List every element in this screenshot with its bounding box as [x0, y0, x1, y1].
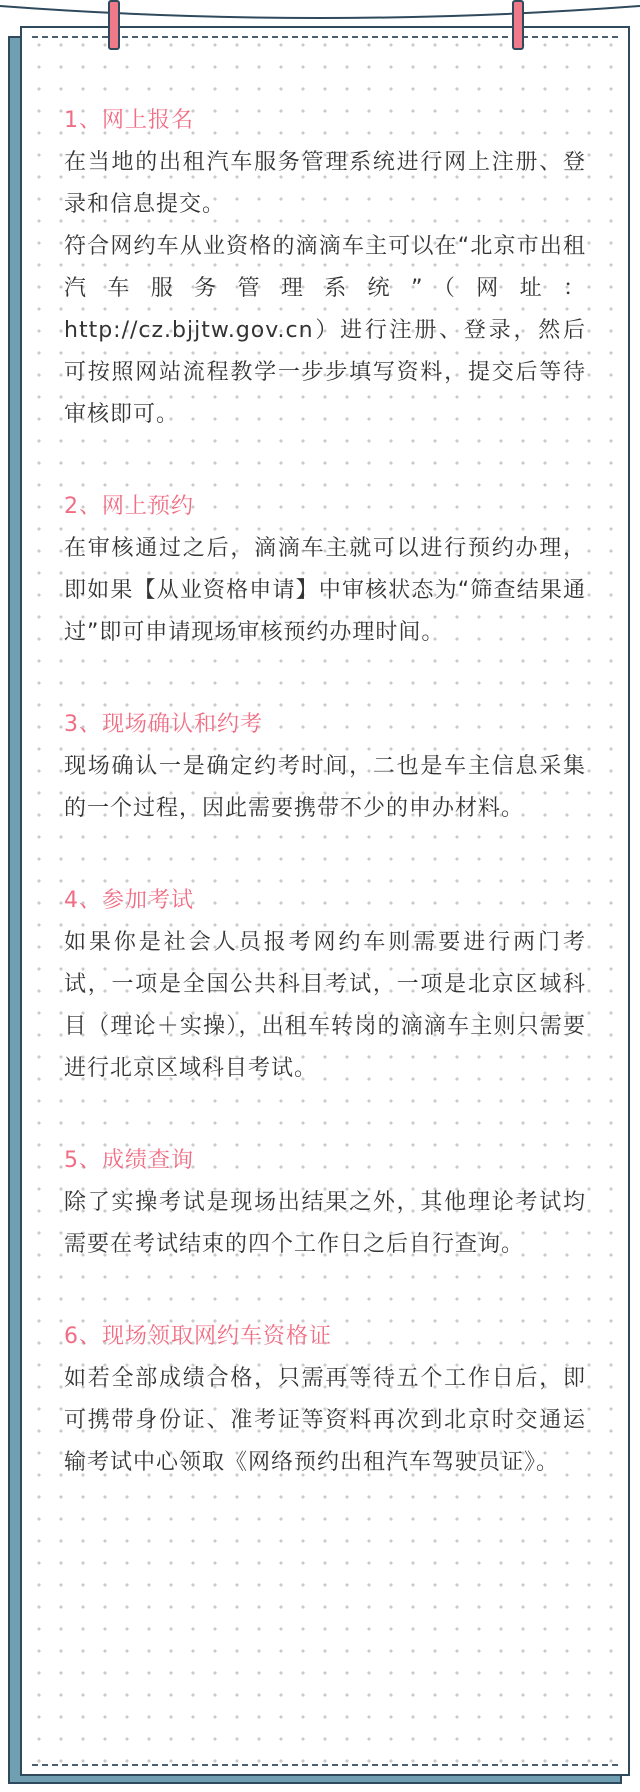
section-body: [64, 922, 586, 1090]
paragraph: 如果你是社会人员报考网约车则需要进行两门考试，一项是全国公共科目考试，一项是北京区域科目（理论＋实操），出租车转岗的滴滴车主则只需要进行北京区域科目考试。: [64, 930, 586, 1081]
section-body: [64, 746, 586, 830]
section-body: [64, 1358, 586, 1484]
section-title: 5、成绩查询: [64, 1148, 194, 1173]
clip-pin-right: [512, 0, 524, 50]
section-take-exam: [64, 880, 586, 1090]
section-collect-certificate: [64, 1316, 586, 1484]
dashed-border-bottom: [32, 1764, 618, 1766]
paragraph: 在当地的出租汽车服务管理系统进行网上注册、登录和信息提交。: [64, 150, 586, 217]
section-score-inquiry: [64, 1140, 586, 1266]
section-title: 6、现场领取网约车资格证: [64, 1324, 332, 1349]
clip-pin-left: [108, 0, 120, 50]
paragraph: 符合网约车从业资格的滴滴车主可以在“北京市出租汽车服务管理系统”（网址：http://cz.bjjtw.gov.cn）进行注册、登录，然后可按照网站流程教学一步步填写资料，提交后等待审核即可。: [64, 234, 586, 427]
section-body: [64, 142, 586, 436]
paragraph: 如若全部成绩合格，只需再等待五个工作日后，即可携带身份证、准考证等资料再次到北京时交通运输考试中心领取《网络预约出租汽车驾驶员证》。: [64, 1366, 586, 1475]
article-content: [64, 100, 586, 1534]
section-online-registration: [64, 100, 586, 436]
paragraph: 除了实操考试是现场出结果之外，其他理论考试均需要在考试结束的四个工作日之后自行查询。: [64, 1190, 586, 1257]
section-title: 2、网上预约: [64, 494, 194, 519]
section-title: 1、网上报名: [64, 108, 194, 133]
section-onsite-confirmation: [64, 704, 586, 830]
section-title: 3、现场确认和约考: [64, 712, 263, 737]
section-online-booking: [64, 486, 586, 654]
section-body: [64, 1182, 586, 1266]
paragraph: 在审核通过之后，滴滴车主就可以进行预约办理，即如果【从业资格申请】中审核状态为“筛查结果通过”即可申请现场审核预约办理时间。: [64, 536, 586, 645]
section-body: [64, 528, 586, 654]
section-title: 4、参加考试: [64, 888, 194, 913]
paragraph: 现场确认一是确定约考时间，二也是车主信息采集的一个过程，因此需要携带不少的申办材料。: [64, 754, 586, 821]
